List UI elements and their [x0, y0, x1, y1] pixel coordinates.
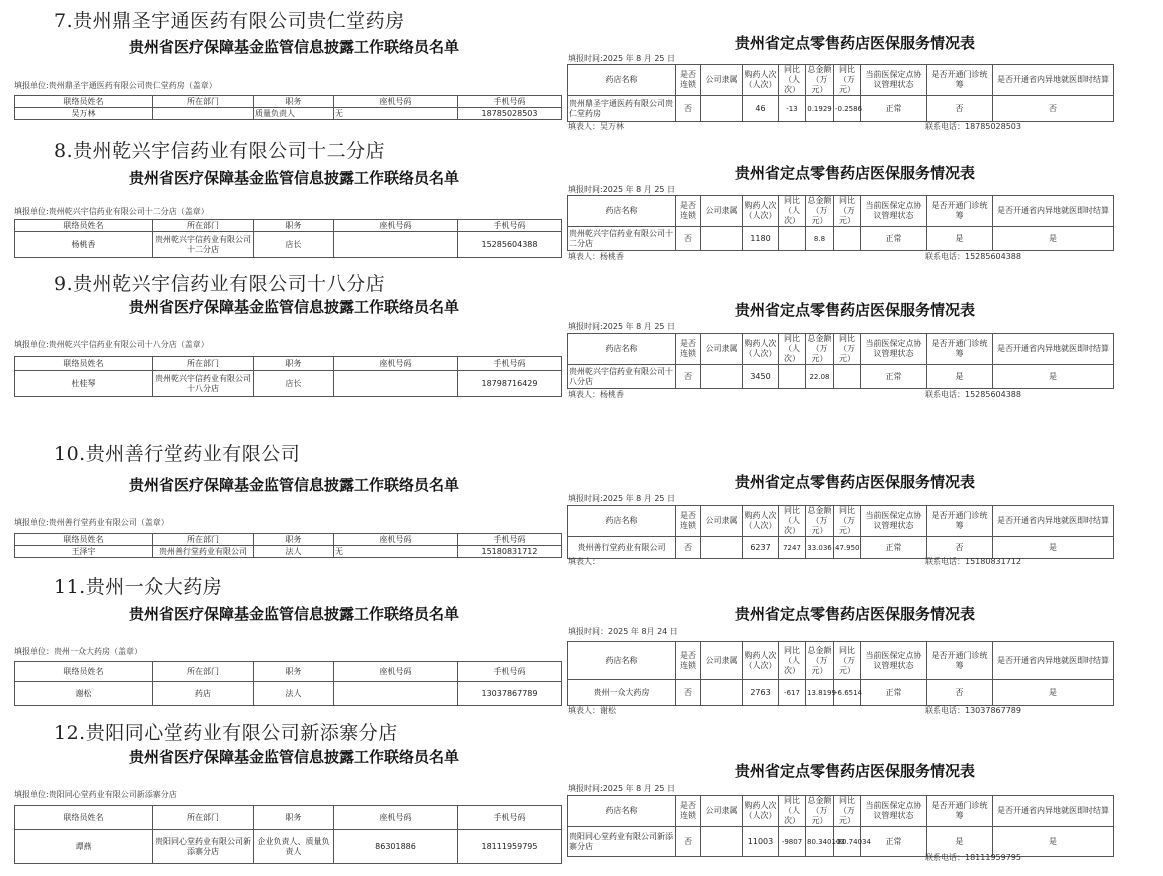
section-heading: 10.贵州善行堂药业有限公司 — [54, 443, 301, 465]
contact-data-row — [15, 108, 562, 120]
service-status-cell: 正常 — [861, 537, 927, 559]
contact-header-cell: 手机号码 — [458, 96, 562, 108]
contact-title-cell: 店长 — [254, 232, 334, 258]
contact-data-row — [15, 371, 562, 397]
service-chain-cell: 否 — [676, 96, 701, 122]
service-header-cell: 是否开通门诊统筹 — [927, 65, 993, 96]
contact-header-row — [15, 662, 562, 682]
service-table — [567, 795, 1114, 857]
contact-phone: 联系电话：18785028503 — [925, 122, 1021, 131]
contact-phone: 联系电话：15285604388 — [925, 252, 1021, 261]
service-header-cell: 购药人次（人次） — [743, 334, 779, 365]
service-amount-cell: 0.1929 — [806, 96, 834, 122]
service-amount-cell: 80.340103 — [806, 827, 834, 857]
contact-mobile-cell: 18111959795 — [458, 830, 562, 864]
service-header-cell: 同比（人次） — [779, 334, 806, 365]
contact-header-cell: 手机号码 — [458, 662, 562, 682]
service-amount-yoy-cell: -80.74034 — [834, 827, 861, 857]
service-table-title: 贵州省定点零售药店医保服务情况表 — [734, 301, 975, 319]
service-header-cell: 是否开通省内异地就医即时结算 — [993, 642, 1114, 680]
service-data-row — [568, 537, 1114, 559]
contact-title-cell: 企业负责人、质量负责人 — [254, 830, 334, 864]
filler-name: 填表人：杨桃香 — [568, 390, 624, 399]
contact-mobile-cell: 15285604388 — [458, 232, 562, 258]
contact-dept-cell: 药店 — [153, 682, 254, 706]
service-header-row — [568, 196, 1114, 227]
reporting-unit: 填报单位:贵州善行堂药业有限公司（盖章） — [14, 518, 169, 527]
contact-landline-cell — [334, 232, 458, 258]
section-heading: 8.贵州乾兴宇信药业有限公司十二分店 — [54, 140, 386, 162]
service-data-row — [568, 680, 1114, 706]
service-affil-cell — [701, 680, 743, 706]
service-chain-cell: 否 — [676, 827, 701, 857]
contact-table — [14, 356, 562, 397]
service-table-title: 贵州省定点零售药店医保服务情况表 — [734, 473, 975, 491]
contact-header-cell: 职务 — [254, 220, 334, 232]
service-header-cell: 是否开通门诊统筹 — [927, 642, 993, 680]
contact-data-row — [15, 546, 562, 558]
service-header-cell: 同比（万元） — [834, 506, 861, 537]
service-header-cell: 总金额（万元） — [807, 334, 832, 363]
contact-header-cell: 职务 — [254, 806, 334, 830]
contact-table — [14, 219, 562, 258]
service-store-cell: 贵州鼎圣宇通医药有限公司贵仁堂药房 — [568, 96, 676, 122]
service-outpatient-cell: 否 — [927, 96, 993, 122]
contact-header-cell: 手机号码 — [458, 220, 562, 232]
contact-phone: 联系电话：15285604388 — [925, 390, 1021, 399]
service-store-cell: 贵州善行堂药业有限公司 — [568, 537, 676, 559]
service-header-cell: 同比（万元） — [834, 196, 861, 227]
service-amount-cell: 33.036 — [806, 537, 834, 559]
contact-data-row — [15, 232, 562, 258]
contact-dept-cell: 贵州乾兴宇信药业有限公司十八分店 — [153, 371, 254, 397]
fill-date: 填报时间:2025 年 8 月 25 日 — [568, 322, 676, 331]
service-data-row — [568, 827, 1114, 857]
contact-name-cell: 吴万林 — [15, 108, 153, 120]
contact-header-cell: 所在部门 — [153, 357, 254, 371]
service-header-cell: 是否连锁 — [676, 796, 701, 827]
service-table-title: 贵州省定点零售药店医保服务情况表 — [734, 34, 975, 52]
contact-header-cell: 职务 — [254, 96, 334, 108]
service-amount-cell: 8.8 — [806, 227, 834, 251]
service-outpatient-cell: 是 — [927, 227, 993, 251]
service-header-cell: 购药人次（人次） — [743, 196, 779, 227]
service-status-cell: 正常 — [861, 96, 927, 122]
contact-list-title: 贵州省医疗保障基金监管信息披露工作联络员名单 — [128, 476, 459, 494]
contact-mobile-cell: 15180831712 — [458, 546, 562, 558]
service-table — [567, 505, 1114, 559]
contact-table — [14, 805, 562, 864]
reporting-unit: 填报单位:贵州乾兴宇信药业有限公司十二分店（盖章） — [14, 207, 209, 216]
service-outpatient-cell: 是 — [927, 827, 993, 857]
service-header-cell: 药店名称 — [568, 642, 676, 680]
service-table — [567, 641, 1114, 706]
service-visits-cell: 46 — [743, 96, 779, 122]
section-heading: 12.贵阳同心堂药业有限公司新添寨分店 — [54, 722, 398, 744]
service-header-cell: 总金额（万元） — [807, 196, 832, 225]
service-header-cell: 同比（万元） — [834, 65, 861, 96]
service-header-cell: 是否连锁 — [676, 506, 701, 537]
service-remote-cell: 是 — [993, 680, 1114, 706]
service-header-row — [568, 796, 1114, 827]
contact-header-row — [15, 806, 562, 830]
service-header-cell: 是否开通省内异地就医即时结算 — [993, 196, 1114, 227]
service-outpatient-cell: 是 — [927, 365, 993, 389]
service-table — [567, 195, 1114, 251]
service-header-cell: 药店名称 — [568, 196, 676, 227]
contact-mobile-cell: 13037867789 — [458, 682, 562, 706]
contact-header-cell: 所在部门 — [153, 96, 254, 108]
contact-dept-cell: 贵州善行堂药业有限公司 — [153, 546, 254, 558]
service-header-cell: 同比（人次） — [779, 65, 806, 96]
contact-table — [14, 95, 562, 120]
service-chain-cell: 否 — [676, 680, 701, 706]
service-remote-cell: 是 — [993, 827, 1114, 857]
service-table-title: 贵州省定点零售药店医保服务情况表 — [734, 762, 975, 780]
service-header-cell: 购药人次（人次） — [743, 65, 779, 96]
contact-landline-cell — [334, 371, 458, 397]
service-visits-yoy-cell — [779, 365, 806, 389]
service-amount-yoy-cell: -6.6514 — [834, 680, 861, 706]
contact-name-cell: 杨桃香 — [15, 232, 153, 258]
contact-mobile-cell: 18798716429 — [458, 371, 562, 397]
contact-landline-cell: 无 — [334, 108, 458, 120]
contact-dept-cell — [153, 108, 254, 120]
section-heading: 11.贵州一众大药房 — [54, 576, 223, 598]
contact-title-cell: 法人 — [254, 682, 334, 706]
contact-data-row — [15, 830, 562, 864]
contact-landline-cell — [334, 682, 458, 706]
service-store-cell: 贵州一众大药房 — [568, 680, 676, 706]
service-amount-yoy-cell: 47.950 — [834, 537, 861, 559]
contact-title-cell: 法人 — [254, 546, 334, 558]
service-header-cell: 药店名称 — [568, 334, 676, 365]
service-header-cell: 是否开通门诊统筹 — [927, 506, 993, 537]
service-header-cell: 公司隶属 — [701, 334, 743, 365]
service-visits-yoy-cell: 7247 — [779, 537, 806, 559]
service-header-cell: 是否开通省内异地就医即时结算 — [993, 796, 1114, 827]
service-header-cell: 同比（万元） — [834, 334, 861, 365]
contact-header-cell: 所在部门 — [153, 806, 254, 830]
fill-date: 填报时间:2025 年 8 月 25 日 — [568, 494, 676, 503]
service-amount-yoy-cell: -0.2586 — [834, 96, 861, 122]
contact-phone: 联系电话：13037867789 — [925, 706, 1021, 715]
fill-date: 填报时间:2025 年 8 月 25 日 — [568, 784, 676, 793]
service-affil-cell — [701, 827, 743, 857]
service-amount-cell: 22.08 — [806, 365, 834, 389]
service-header-cell: 是否连锁 — [676, 196, 701, 227]
service-header-cell: 同比（人次） — [779, 642, 806, 680]
service-table — [567, 333, 1114, 389]
reporting-unit: 填报单位:贵州乾兴宇信药业有限公司十八分店（盖章） — [14, 340, 209, 349]
service-amount-cell: 13.8199 — [806, 680, 834, 706]
service-header-cell: 同比（万元） — [834, 796, 861, 827]
contact-dept-cell: 贵阳同心堂药业有限公司新添寨分店 — [153, 830, 254, 864]
contact-header-cell: 职务 — [254, 357, 334, 371]
service-header-cell: 药店名称 — [568, 65, 676, 96]
contact-header-row — [15, 220, 562, 232]
service-visits-yoy-cell: -617 — [779, 680, 806, 706]
contact-list-title: 贵州省医疗保障基金监管信息披露工作联络员名单 — [128, 298, 459, 316]
service-header-row — [568, 65, 1114, 96]
service-header-cell: 同比（人次） — [779, 796, 806, 827]
reporting-unit: 填报单位：贵州一众大药房（盖章） — [14, 647, 142, 656]
contact-dept-cell: 贵州乾兴宇信药业有限公司十二分店 — [153, 232, 254, 258]
service-outpatient-cell: 否 — [927, 537, 993, 559]
service-status-cell: 正常 — [861, 680, 927, 706]
service-header-cell: 总金额（万元） — [807, 506, 832, 535]
service-visits-cell: 2763 — [743, 680, 779, 706]
service-header-cell: 药店名称 — [568, 796, 676, 827]
contact-header-cell: 座机号码 — [334, 534, 458, 546]
contact-header-cell: 职务 — [254, 534, 334, 546]
service-visits-yoy-cell: -9807 — [779, 827, 806, 857]
contact-phone: 联系电话：15180831712 — [925, 557, 1021, 566]
contact-header-cell: 联络员姓名 — [15, 662, 153, 682]
service-header-cell: 同比（人次） — [779, 506, 806, 537]
service-store-cell: 贵州乾兴宇信药业有限公司十二分店 — [568, 227, 676, 251]
section-heading: 9.贵州乾兴宇信药业有限公司十八分店 — [54, 273, 386, 295]
filler-name: 填表人：杨桃香 — [568, 252, 624, 261]
service-header-cell: 是否连锁 — [676, 642, 701, 680]
service-status-cell: 正常 — [861, 227, 927, 251]
contact-header-cell: 座机号码 — [334, 96, 458, 108]
service-header-cell: 公司隶属 — [701, 65, 743, 96]
service-affil-cell — [701, 365, 743, 389]
contact-phone: 联系电话：18111959795 — [925, 853, 1021, 862]
contact-header-row — [15, 534, 562, 546]
service-remote-cell: 否 — [993, 96, 1114, 122]
contact-header-cell: 座机号码 — [334, 662, 458, 682]
service-table-title: 贵州省定点零售药店医保服务情况表 — [734, 164, 975, 182]
service-visits-cell: 6237 — [743, 537, 779, 559]
service-remote-cell: 是 — [993, 365, 1114, 389]
contact-header-cell: 联络员姓名 — [15, 220, 153, 232]
contact-name-cell: 王泽宇 — [15, 546, 153, 558]
service-header-cell: 是否连锁 — [676, 65, 701, 96]
service-affil-cell — [701, 227, 743, 251]
service-chain-cell: 否 — [676, 365, 701, 389]
service-chain-cell: 否 — [676, 227, 701, 251]
contact-header-cell: 手机号码 — [458, 534, 562, 546]
service-header-row — [568, 506, 1114, 537]
service-header-cell: 总金额（万元） — [806, 642, 834, 680]
contact-landline-cell: 无 — [334, 546, 458, 558]
filler-name: 填表人：谢松 — [568, 706, 616, 715]
contact-header-cell: 联络员姓名 — [15, 806, 153, 830]
service-chain-cell: 否 — [676, 537, 701, 559]
service-visits-yoy-cell: -13 — [779, 96, 806, 122]
reporting-unit: 填报单位:贵阳同心堂药业有限公司新添寨分店 — [14, 790, 177, 799]
contact-table — [14, 661, 562, 706]
contact-landline-cell: 86301886 — [334, 830, 458, 864]
service-store-cell: 贵阳同心堂药业有限公司新添寨分店 — [568, 827, 676, 857]
service-header-cell: 总金额（万元） — [807, 65, 832, 94]
service-amount-yoy-cell — [834, 227, 861, 251]
service-header-cell: 同比（万元） — [834, 642, 861, 680]
contact-header-cell: 座机号码 — [334, 357, 458, 371]
contact-header-cell: 联络员姓名 — [15, 534, 153, 546]
service-affil-cell — [701, 537, 743, 559]
service-affil-cell — [701, 96, 743, 122]
fill-date: 填报时间：2025 年 8月 24 日 — [568, 627, 678, 636]
contact-header-cell: 职务 — [254, 662, 334, 682]
service-header-cell: 当前医保定点协议管理状态 — [861, 334, 927, 365]
service-header-cell: 同比（人次） — [779, 196, 806, 227]
service-header-cell: 是否开通省内异地就医即时结算 — [993, 65, 1114, 96]
fill-date: 填报时间:2025 年 8 月 25 日 — [568, 185, 676, 194]
service-visits-cell: 11003 — [743, 827, 779, 857]
service-remote-cell: 是 — [993, 227, 1114, 251]
service-visits-cell: 1180 — [743, 227, 779, 251]
service-data-row — [568, 227, 1114, 251]
service-header-cell: 是否开通门诊统筹 — [927, 196, 993, 227]
contact-header-cell: 所在部门 — [153, 220, 254, 232]
contact-name-cell: 谭燕 — [15, 830, 153, 864]
contact-header-row — [15, 357, 562, 371]
service-data-row — [568, 96, 1114, 122]
service-visits-yoy-cell — [779, 227, 806, 251]
contact-header-cell: 座机号码 — [334, 806, 458, 830]
service-header-cell: 当前医保定点协议管理状态 — [861, 196, 927, 227]
service-header-cell: 当前医保定点协议管理状态 — [861, 65, 927, 96]
service-outpatient-cell: 否 — [927, 680, 993, 706]
service-header-cell: 是否开通门诊统筹 — [927, 796, 993, 827]
service-amount-yoy-cell — [834, 365, 861, 389]
contact-title-cell: 质量负责人 — [254, 108, 334, 120]
service-table-title: 贵州省定点零售药店医保服务情况表 — [734, 605, 975, 623]
contact-header-cell: 所在部门 — [153, 662, 254, 682]
service-header-row — [568, 642, 1114, 680]
service-header-cell: 是否开通省内异地就医即时结算 — [993, 334, 1114, 365]
service-header-cell: 是否连锁 — [676, 334, 701, 365]
fill-date: 填报时间:2025 年 8 月 25 日 — [568, 54, 676, 63]
service-header-row — [568, 334, 1114, 365]
service-header-cell: 是否开通省内异地就医即时结算 — [993, 506, 1114, 537]
contact-header-cell: 联络员姓名 — [15, 357, 153, 371]
contact-mobile-cell: 18785028503 — [458, 108, 562, 120]
reporting-unit: 填报单位:贵州鼎圣宇通医药有限公司贵仁堂药房（盖章） — [14, 81, 217, 90]
contact-name-cell: 谢松 — [15, 682, 153, 706]
contact-header-row — [15, 96, 562, 108]
contact-header-cell: 手机号码 — [458, 806, 562, 830]
filler-name: 填表人：吴万林 — [568, 122, 624, 131]
contact-name-cell: 杜桂琴 — [15, 371, 153, 397]
service-header-cell: 当前医保定点协议管理状态 — [861, 642, 927, 680]
filler-name: 填表人： — [568, 557, 600, 566]
service-header-cell: 公司隶属 — [701, 196, 743, 227]
service-data-row — [568, 365, 1114, 389]
section-heading: 7.贵州鼎圣宇通医药有限公司贵仁堂药房 — [54, 10, 405, 32]
service-header-cell: 公司隶属 — [701, 506, 743, 537]
contact-list-title: 贵州省医疗保障基金监管信息披露工作联络员名单 — [128, 38, 459, 56]
service-header-cell: 购药人次（人次） — [743, 506, 779, 537]
service-header-cell: 当前医保定点协议管理状态 — [861, 506, 927, 537]
service-table — [567, 64, 1114, 122]
service-header-cell: 是否开通门诊统筹 — [927, 334, 993, 365]
service-header-cell: 公司隶属 — [701, 796, 743, 827]
contact-list-title: 贵州省医疗保障基金监管信息披露工作联络员名单 — [128, 748, 459, 766]
service-header-cell: 总金额（万元） — [807, 796, 832, 825]
service-remote-cell: 是 — [993, 537, 1114, 559]
service-status-cell: 正常 — [861, 365, 927, 389]
contact-list-title: 贵州省医疗保障基金监管信息披露工作联络员名单 — [128, 169, 459, 187]
contact-table — [14, 533, 562, 558]
contact-data-row — [15, 682, 562, 706]
service-status-cell: 正常 — [861, 827, 927, 857]
contact-header-cell: 联络员姓名 — [15, 96, 153, 108]
service-header-cell: 公司隶属 — [701, 642, 743, 680]
service-store-cell: 贵州乾兴宇信药业有限公司十八分店 — [568, 365, 676, 389]
contact-header-cell: 手机号码 — [458, 357, 562, 371]
service-header-cell: 当前医保定点协议管理状态 — [861, 796, 927, 827]
contact-list-title: 贵州省医疗保障基金监管信息披露工作联络员名单 — [128, 605, 459, 623]
service-header-cell: 购药人次（人次） — [743, 642, 779, 680]
service-header-cell: 药店名称 — [568, 506, 676, 537]
contact-header-cell: 座机号码 — [334, 220, 458, 232]
contact-title-cell: 店长 — [254, 371, 334, 397]
service-visits-cell: 3450 — [743, 365, 779, 389]
service-header-cell: 购药人次（人次） — [743, 796, 779, 827]
contact-header-cell: 所在部门 — [153, 534, 254, 546]
